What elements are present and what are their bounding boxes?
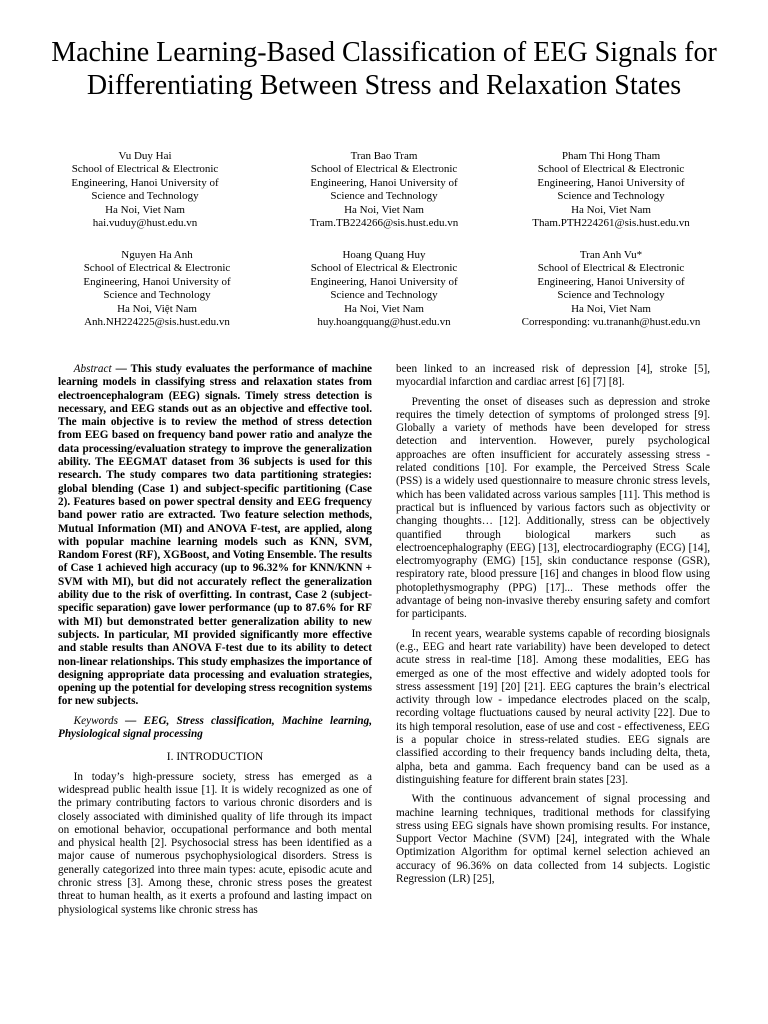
- keywords: [58, 715, 372, 742]
- author-affiliation: School of Electrical & Electronic: [537, 163, 685, 176]
- author-affiliation: School of Electrical & Electronic: [537, 262, 685, 275]
- author-email: Tham.PTH224261@sis.hust.edu.vn: [532, 217, 690, 230]
- author-city: Ha Noi, Viet Nam: [571, 203, 651, 216]
- body-paragraph-continued: been linked to an increased risk of depression [4], stroke [5], myocardial infarction and cardiac arrest [6] [7] [8].: [396, 363, 710, 389]
- author-name: Hoang Quang Huy: [342, 249, 426, 261]
- left-column: [58, 363, 372, 917]
- author-block: [506, 150, 716, 230]
- keywords-text: — EEG, Stress classification, Machine learning, Physiological signal processing: [58, 714, 372, 741]
- keywords-lead: Keywords: [73, 714, 119, 727]
- author-block: [279, 249, 489, 329]
- author-affiliation: Science and Technology: [330, 190, 438, 203]
- author-block: [279, 150, 489, 230]
- author-affiliation: Engineering, Hanoi University of: [71, 176, 219, 189]
- author-affiliation: School of Electrical & Electronic: [71, 163, 219, 176]
- author-block: [52, 249, 262, 329]
- author-affiliation: School of Electrical & Electronic: [310, 262, 458, 275]
- author-affiliation: Engineering, Hanoi University of: [310, 275, 458, 288]
- abstract-lead: Abstract: [73, 363, 112, 375]
- author-city: Ha Noi, Viet Nam: [344, 302, 424, 315]
- author-affiliation: Engineering, Hanoi University of: [83, 275, 231, 288]
- author-name: Vu Duy Hai: [118, 150, 172, 162]
- author-name: Tran Anh Vu*: [579, 249, 643, 261]
- author-affiliation: Engineering, Hanoi University of: [310, 176, 458, 189]
- author-email: Corresponding: vu.trananh@hust.edu.vn: [521, 316, 701, 329]
- paper-title: Machine Learning-Based Classification of EEG Signals for Differentiating Between Stress and Relaxation States: [51, 37, 717, 101]
- author-email: huy.hoangquang@hust.edu.vn: [317, 316, 451, 329]
- author-email: Anh.NH224225@sis.hust.edu.vn: [84, 316, 230, 329]
- author-email: Tram.TB224266@sis.hust.edu.vn: [309, 217, 459, 230]
- author-city: Ha Noi, Viet Nam: [344, 203, 424, 216]
- author-affiliation: Science and Technology: [557, 289, 665, 302]
- author-affiliation: Science and Technology: [91, 190, 199, 203]
- right-column: [396, 363, 710, 886]
- author-name: Tran Bao Tram: [350, 150, 418, 162]
- author-affiliation: Engineering, Hanoi University of: [537, 275, 685, 288]
- section-heading: I. INTRODUCTION: [166, 751, 264, 764]
- abstract: [58, 363, 372, 709]
- author-affiliation: School of Electrical & Electronic: [310, 163, 458, 176]
- author-city: Ha Noi, Việt Nam: [117, 302, 197, 315]
- author-block: [506, 249, 716, 329]
- author-affiliation: Science and Technology: [557, 190, 665, 203]
- body-paragraph: With the continuous advancement of signal processing and machine learning techniques, traditional methods for classifying stress using EEG signals have shown promising results. For instance, Support Vector Machine (SVM) [24], integrated with the Whale Optimization Algorithm for optimal kernel selection achieved an accuracy of 96.36% on data collected from 14 subjects. Logistic Regression (LR) [25],: [396, 793, 710, 885]
- author-affiliation: Science and Technology: [103, 289, 211, 302]
- body-paragraph: In today’s high-pressure society, stress has emerged as a widespread public health issue [1]. It is widely recognized as one of the primary contributing factors to various chronic disorders and is closely associated with diminished quality of life through its impact on emotional behavior, occupational performance and both mental and physical health [2]. Psychosocial stress has been identified as a major cause of numerous psychophysiological disorders. Stress is generally categorized into three main types: acute, episodic acute and chronic stress [3]. Among these, chronic stress poses the greatest threat to human health, as it exerts a profound and lasting impact on physiological systems like chronic stress has: [58, 770, 372, 916]
- author-city: Ha Noi, Viet Nam: [571, 302, 651, 315]
- author-email: hai.vuduy@hust.edu.vn: [92, 217, 198, 230]
- abstract-text: — This study evaluates the performance of machine learning models in classifying stress and relaxation states from electroencephalogram (EEG) signals. Timely stress detection is necessary, and EEG stands out as an objective and effective tool. The main objective is to review the method of stress detection from EEG based on frequency band power ratio and analyze the data processing/evaluation strategy to improve the generalization ability. The EEGMAT dataset from 36 subjects is used for this research. The study compares two data partitioning strategies: global blending (Case 1) and subject-specific partitioning (Case 2). Features based on power spectral density and EEG frequency band power ratio are extracted. Two feature selection methods, Mutual Information (MI) and ANOVA F-test, are applied, along with popular machine learning models such as KNN, SVM, Random Forest (RF), XGBoost, and Voting Ensemble. The results of Case 1 achieved high accuracy (up to 96.32% for KNN/KNN + SVM with MI), but did not accurately reflect the generalization ability due to the risk of overfitting. In contrast, Case 2 (subject-specific separation) gave lower performance (up to 87.6% for RF with MI) but demonstrated better generalization ability to new subjects. In particular, MI provided significantly more effective and stable results than ANOVA F-test due to its ability to detect non-linear relationships. This study emphasizes the importance of designing appropriate data processing and evaluation strategies, opening up the potential for developing stress recognition systems for new subjects.: [58, 363, 373, 708]
- author-block: [40, 150, 250, 230]
- author-name: Nguyen Ha Anh: [121, 249, 193, 261]
- body-paragraph: In recent years, wearable systems capable of recording biosignals (e.g., EEG and heart rate variability) have been developed to detect acute stress in real-time [18]. Among these modalities, EEG has emerged as one of the most effective and widely adopted tools for stress assessment [19] [20] [21]. EEG captures the brain’s electrical activity through low - impedance electrodes placed on the scalp, recording voltage fluctuations caused by neural activity [22]. Due to its high temporal resolution, ease of use and cost - effectiveness, EEG is a popular choice in stress-related studies. EEG signals are classified according to their frequency bands including delta, theta, alpha, beta and gamma. Each frequency band can be used as a distinguishing feature for different brain states [23].: [396, 627, 710, 786]
- author-affiliation: Science and Technology: [330, 289, 438, 302]
- author-city: Ha Noi, Viet Nam: [105, 203, 185, 216]
- author-name: Pham Thi Hong Tham: [561, 150, 661, 162]
- body-paragraph: Preventing the onset of diseases such as depression and stroke requires the timely detection of symptoms of prolonged stress [9]. Globally a variety of methods have been developed for stress detection and intervention. However, purely psychological approaches are often insufficient for accurately assessing stress - related conditions [10]. For example, the Perceived Stress Scale (PSS) is a widely used questionnaire to measure chronic stress levels, which has been validated across various samples [11]. This method is practical but is influenced by various factors such as objectivity or changing thoughts… [12]. Additionally, stress can be objectively quantified through biological markers such as electroencephalography (EEG) [13], electrocardiography (ECG) [14], electromyography (EMG) [15], skin conductance response (GSR), respiratory rate, blood pressure [16] and changes in blood flow using photoplethysmography (PPG) [17]... These methods offer the advantage of being non-invasive thereby ensuring safety and comfort for participants.: [396, 395, 710, 621]
- author-affiliation: School of Electrical & Electronic: [83, 262, 231, 275]
- author-affiliation: Engineering, Hanoi University of: [537, 176, 685, 189]
